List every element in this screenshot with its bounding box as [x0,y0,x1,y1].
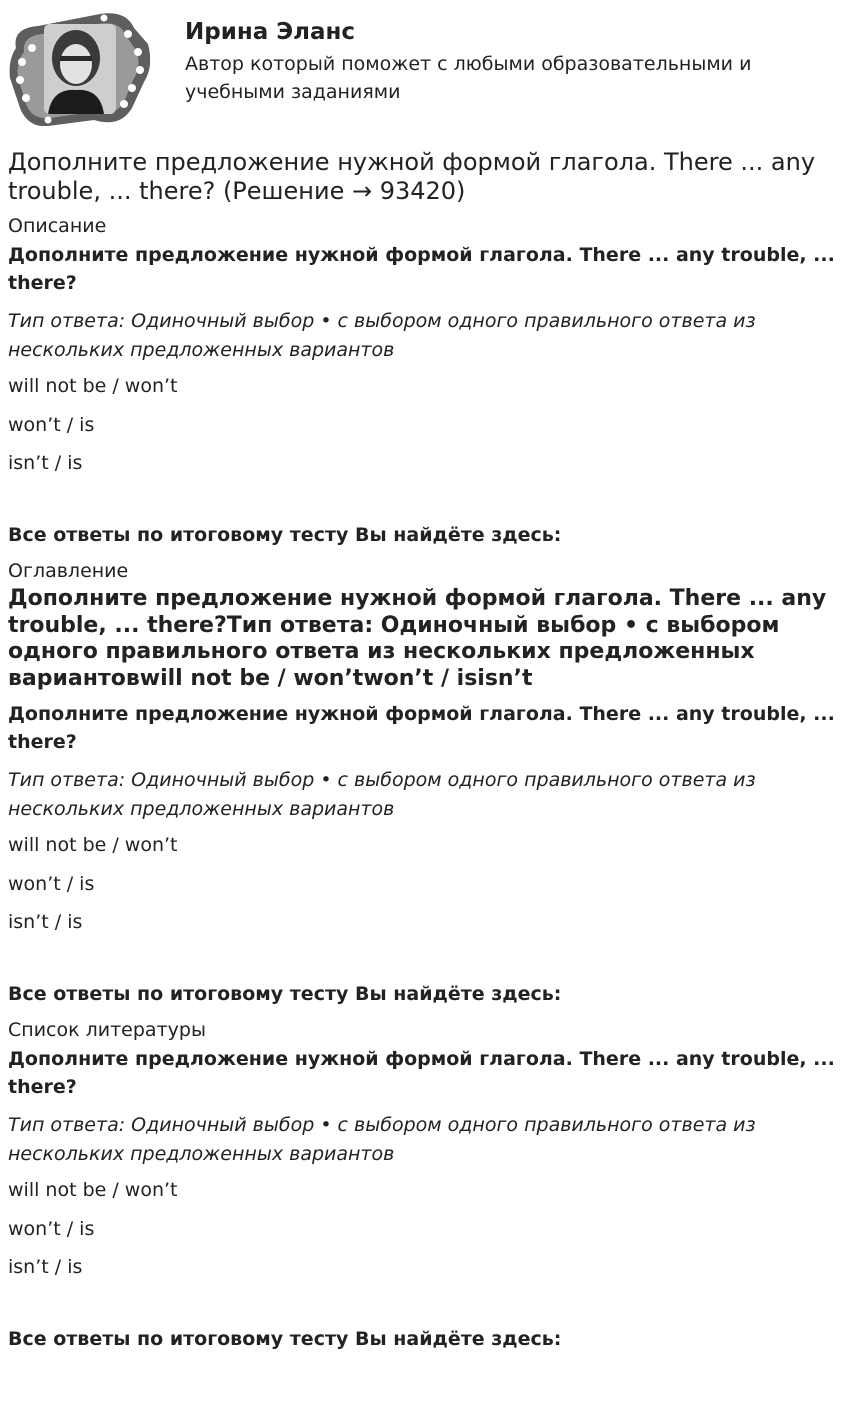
page-content [8,148,840,1363]
author-header [8,8,838,126]
answer-option: will not be / won’t [8,375,178,397]
toc-link[interactable]: Дополните предложение нужной формой глагола. There ... any trouble, ... there?Тип ответа: Одиночный выбор • с выбором одного правильного ответа из нескольких предложенных вариантовwill not be / won’twon’t / isisn’t [8,586,827,691]
answer-type-text: Тип ответа: Одиночный выбор • с выбором одного правильного ответа из нескольких предложенных вариантов [8,769,756,820]
answer-option: won’t / is [8,872,95,895]
description-label: Описание [8,215,107,237]
answer-option: isn’t / is [8,911,83,933]
question-text: Дополните предложение нужной формой глагола. There ... any trouble, ... there? [8,703,835,753]
answer-option: isn’t / is [8,452,83,474]
question-text: Дополните предложение нужной формой глагола. There ... any trouble, ... there? [8,1048,835,1098]
page-title: Дополните предложение нужной формой глагола. There ... any trouble, ... there? (Решение → 93420) [8,148,816,205]
literature-label: Список литературы [8,1019,206,1041]
description-section [8,214,840,547]
toc-label: Оглавление [8,560,129,582]
author-avatar [8,8,150,126]
author-name: Ирина Эланс [185,19,356,45]
all-answers-text: Все ответы по итоговому тесту Вы найдёте здесь: [8,1328,562,1350]
question-text: Дополните предложение нужной формой глагола. There ... any trouble, ... there? [8,244,835,294]
answer-option: isn’t / is [8,1256,83,1278]
all-answers-text: Все ответы по итоговому тесту Вы найдёте здесь: [8,524,562,546]
toc-section [8,559,840,1006]
answer-option: will not be / won’t [8,834,178,856]
answer-option: will not be / won’t [8,1179,178,1201]
answer-option: won’t / is [8,1217,95,1240]
answer-option: won’t / is [8,413,95,436]
all-answers-text: Все ответы по итоговому тесту Вы найдёте здесь: [8,983,562,1005]
answer-type-text: Тип ответа: Одиночный выбор • с выбором одного правильного ответа из нескольких предложенных вариантов [8,310,756,361]
answer-type-text: Тип ответа: Одиночный выбор • с выбором одного правильного ответа из нескольких предложенных вариантов [8,1114,756,1165]
author-bio: Автор который поможет с любыми образовательными и учебными заданиями [185,53,752,103]
literature-section [8,1018,840,1351]
